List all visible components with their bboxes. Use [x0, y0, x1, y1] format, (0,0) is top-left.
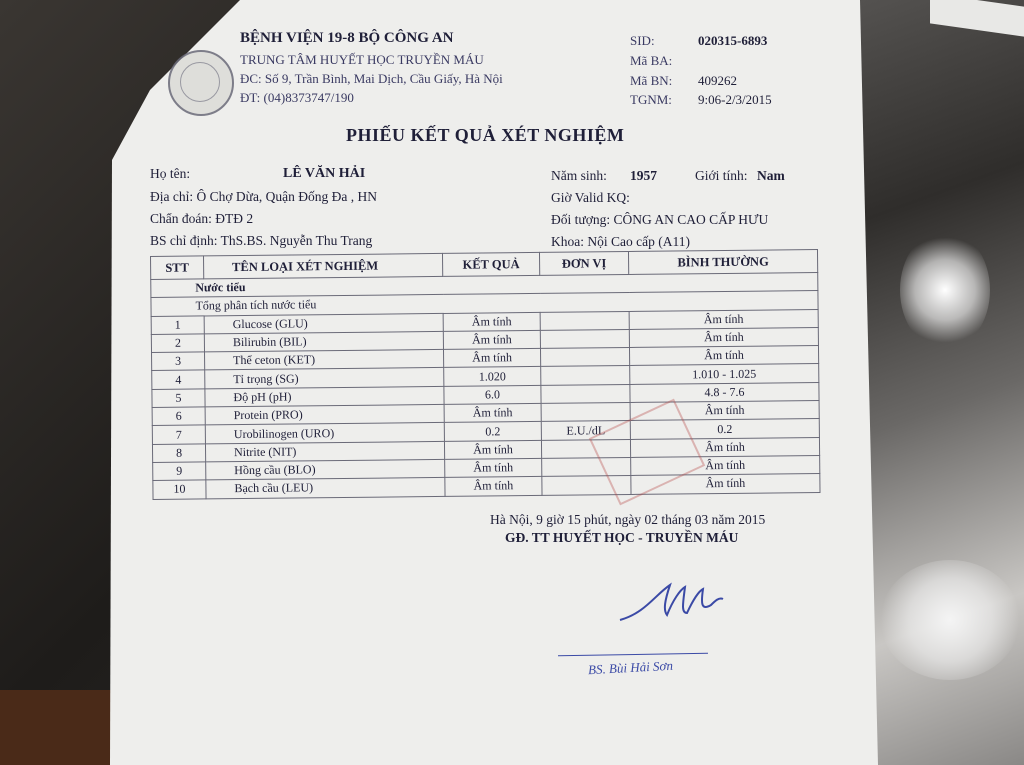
cell-result: Âm tính — [443, 312, 540, 331]
cell-unit: E.U./dL — [541, 421, 630, 440]
cell-normal: Âm tính — [629, 309, 818, 329]
cell-stt: 4 — [152, 370, 205, 389]
sid-label: SID: — [630, 33, 655, 48]
cell-normal: Âm tính — [629, 327, 818, 347]
cell-stt: 1 — [151, 316, 204, 335]
cell-result: Âm tính — [445, 477, 542, 496]
header-normal: BÌNH THƯỜNG — [628, 250, 817, 275]
cell-result: Âm tính — [445, 458, 542, 477]
cell-test-name: Thể ceton (KET) — [205, 350, 444, 371]
hospital-seal-icon — [168, 50, 234, 116]
tgnm-label: TGNM: — [630, 92, 672, 107]
mabn-label: Mã BN: — [630, 73, 673, 88]
cell-test-name: Tỉ trọng (SG) — [205, 368, 444, 389]
cell-result: Âm tính — [444, 440, 541, 459]
cell-normal: 4.8 - 7.6 — [630, 382, 819, 402]
mabn-value: 409262 — [698, 73, 737, 88]
valid-time: Giờ Valid KQ: — [551, 190, 630, 205]
cell-result: Âm tính — [443, 349, 540, 368]
hospital-name: BỆNH VIỆN 19-8 BỘ CÔNG AN — [240, 30, 454, 46]
header-stt: STT — [151, 256, 204, 280]
cell-normal: Âm tính — [631, 455, 820, 475]
name-label: Họ tên: — [150, 166, 191, 181]
cell-stt: 2 — [151, 334, 204, 353]
cell-normal: 1.010 - 1.025 — [630, 364, 819, 384]
maba-label: Mã BA: — [630, 53, 673, 68]
document-title: PHIẾU KẾT QUẢ XÉT NGHIỆM — [346, 125, 625, 145]
hospital-address: ĐC: Số 9, Trần Bình, Mai Dịch, Cầu Giấy, Hà Nội — [240, 71, 503, 86]
cell-test-name: Nitrite (NIT) — [205, 441, 444, 462]
department: Khoa: Nội Cao cấp (A11) — [551, 234, 690, 249]
cell-stt: 7 — [152, 425, 205, 444]
diagnosis: Chẩn đoán: ĐTĐ 2 — [150, 211, 254, 226]
cell-normal: Âm tính — [630, 437, 819, 457]
birth-label: Năm sinh: — [551, 168, 607, 183]
ordering-doctor: BS chỉ định: ThS.BS. Nguyễn Thu Trang — [150, 233, 373, 248]
subsection-label: Tổng phân tích nước tiểu — [151, 291, 818, 316]
cell-unit — [540, 348, 629, 367]
cell-normal: Âm tính — [629, 346, 818, 366]
cell-normal: Âm tính — [630, 401, 819, 421]
cell-unit — [541, 403, 630, 422]
signature — [615, 575, 735, 635]
birth-year: 1957 — [630, 168, 657, 183]
cell-stt: 10 — [153, 480, 206, 499]
cell-unit — [541, 384, 630, 403]
cell-result: Âm tính — [444, 403, 541, 422]
cell-unit — [541, 366, 630, 385]
cell-stt: 6 — [152, 407, 205, 426]
tgnm-value: 9:06-2/3/2015 — [698, 92, 772, 107]
cell-test-name: Độ pH (pH) — [205, 386, 444, 407]
header-result: KẾT QUẢ — [442, 252, 539, 276]
patient-name: LÊ VĂN HẢI — [283, 166, 366, 181]
cell-result: Âm tính — [443, 330, 540, 349]
signer-name: BS. Bùi Hải Sơn — [587, 657, 674, 678]
cell-test-name: Protein (PRO) — [205, 405, 444, 426]
patient-address: Địa chỉ: Ô Chợ Dừa, Quận Đống Đa , HN — [150, 189, 378, 204]
cell-stt: 9 — [153, 462, 206, 481]
cell-result: 1.020 — [444, 367, 541, 386]
sid-value: 020315-6893 — [698, 33, 768, 48]
header-unit: ĐƠN VỊ — [539, 251, 628, 275]
cell-result: 6.0 — [444, 385, 541, 404]
cell-test-name: Bạch cầu (LEU) — [206, 478, 445, 499]
cell-test-name: Hồng cầu (BLO) — [206, 459, 445, 480]
cell-stt: 3 — [152, 352, 205, 371]
director-title: GĐ. TT HUYẾT HỌC - TRUYỀN MÁU — [505, 530, 739, 545]
cell-result: 0.2 — [444, 422, 541, 441]
place-date: Hà Nội, 9 giờ 15 phút, ngày 02 tháng 03 năm 2015 — [490, 512, 766, 527]
hospital-phone: ĐT: (04)8373747/190 — [240, 90, 354, 105]
cell-stt: 8 — [152, 444, 205, 463]
cell-unit — [540, 311, 629, 330]
center-name: TRUNG TÂM HUYẾT HỌC TRUYỀN MÁU — [240, 52, 484, 67]
signature-line — [558, 653, 708, 657]
section-label: Nước tiểu — [151, 273, 818, 298]
cell-normal: 0.2 — [630, 419, 819, 439]
cell-test-name: Urobilinogen (URO) — [205, 423, 444, 444]
cell-test-name: Glucose (GLU) — [204, 313, 443, 334]
sex-label: Giới tính: — [695, 168, 748, 183]
cell-unit — [540, 329, 629, 348]
cell-test-name: Bilirubin (BIL) — [204, 331, 443, 352]
header-test-name: TÊN LOẠI XÉT NGHIỆM — [204, 253, 443, 279]
cell-normal: Âm tính — [631, 474, 820, 494]
subject: Đối tượng: CÔNG AN CAO CẤP HƯU — [551, 212, 769, 227]
cell-stt: 5 — [152, 389, 205, 408]
results-table — [150, 249, 821, 500]
sex-value: Nam — [757, 168, 785, 183]
